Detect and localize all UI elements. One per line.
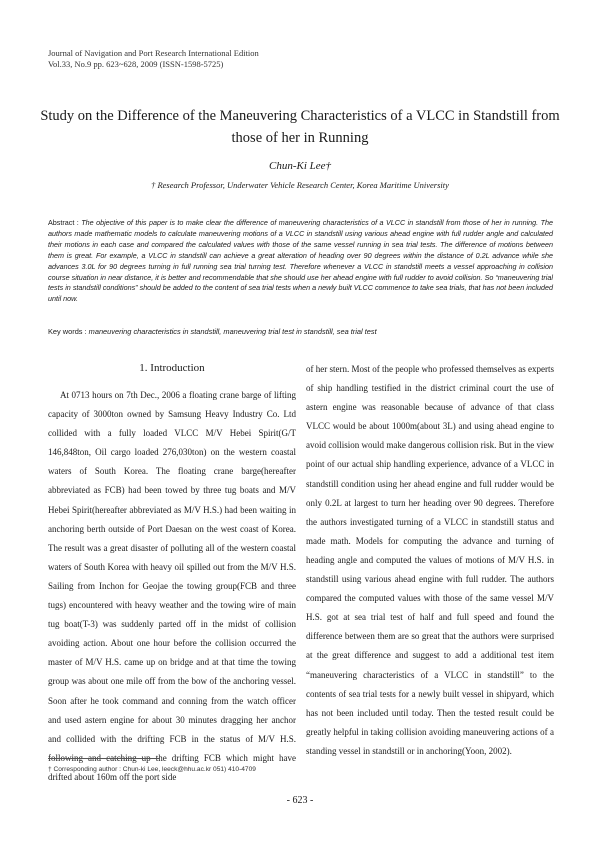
paper-title: Study on the Difference of the Maneuvering Characteristics of a VLCC in Standstill from those of her in Running <box>40 108 560 146</box>
corresponding-author-footnote: † Corresponding author : Chun-ki Lee, leeck@hhu.ac.kr 051) 410-4709 <box>48 766 256 773</box>
keywords-text: maneuvering characteristics in standstill, maneuvering trial test in standstill, sea trial test <box>86 327 377 336</box>
introduction-paragraph-right: of her stern. Most of the people who professed themselves as experts of ship handling testified in the district criminal court the use of astern engine was reasonable because of advance of that class VLCC would be about 1000m(about 3L) and using ahead engine to avoid collision would make dangerous collision risk. But in the view point of our actual ship handling experience, advance of a VLCC in standstill condition using her ahead engine and full rudder would be only 0.2L at largest to turn her heading over 90 degrees. Therefore the authors investigated turning of a VLCC in standstill status and made math. Models for computing the advance and turning of heading angle and computed the values of motions of M/V H.S. in standstill using various ahead engine with full rudder. The authors compared the computed values with those of the same vessel M/V H.S. got at sea trial test of half and full speed and found the difference between them are so great that the authors were surprised at the great difference and suggest to add a additional test item “maneuvering characteristics of a VLCC in standstill” to the contents of sea trial tests for a newly built vessel in shipyard, which has not been included until today. Then the tested result could be greatly helpful in taking collision avoiding maneuvering actions of a standing vessel in standstill or in anchoring(Yoon, 2002). <box>306 364 554 756</box>
abstract-text: The objective of this paper is to make clear the difference of maneuvering characteristics of a VLCC in standstill from those of her in running. The authors made mathematic models to calculate maneuvering motions of a VLCC in standstill using various ahead engine with full rudder angle and calculated their motions in each case and compared the calculated values with those of the same vessel running in sea trial tests. The difference of motions between them is great. For example, a VLCC in standstill can achieve a great alteration of heading over 90 degrees within the distance of 0.2L advance while she advances 3.0L for 90 degrees turning in full running sea trial turning test. Therefore whenever a VLCC in standstill meets a vessel approaching in collision course situation in near distance, it is better and recommendable that she should use her ahead engine with full rudder to avoid collision. So “maneuvering trial tests in standstill conditions” should be added to the content of sea trial tests when a newly built VLCC commence to take sea trials, that has not been included until now. <box>48 218 553 304</box>
right-column <box>306 360 554 761</box>
page-number: - 623 - <box>286 795 314 806</box>
section-heading-introduction: 1. Introduction <box>139 362 205 374</box>
keywords <box>48 327 553 336</box>
journal-volume: Vol.33, No.9 pp. 623~628, 2009 (ISSN-1598-5725) <box>48 59 224 69</box>
author-name: Chun-Ki Lee† <box>268 160 332 172</box>
left-column <box>48 360 296 787</box>
abstract <box>48 218 553 305</box>
journal-name: Journal of Navigation and Port Research International Edition <box>48 48 259 58</box>
keywords-label: Key words : <box>48 327 87 336</box>
introduction-paragraph-left: At 0713 hours on 7th Dec., 2006 a floating crane barge of lifting capacity of 3000ton owned by Samsung Heavy Industry Co. Ltd collided with a fully loaded VLCC M/V Hebei Spirit(G/T 146,848ton, Oil cargo loaded 276,030ton) on the western coastal waters of South Korea. The floating crane barge(hereafter abbreviated as FCB) had been towed by three tug boats and M/V Hebei Spirit(hereafter abbreviated as M/V H.S.) had been waiting in anchoring berth outside of Port Daesan on the west coast of Korea. The result was a great disaster of polluting all of the western coastal waters of South Korea with heavy oil spilled out from the M/V H.S. Sailing from Inchon for Geojae the towing group(FCB and three tugs) encountered with heavy weather and the towing wire of main tug boat(T-3) was suddenly parted off in the midst of collision avoiding action. About one hour before the collision occurred the master of M/V H.S. came up on bridge and at that time the towing group was about one mile off from the bow of the anchoring vessel. Soon after he took command and conning from the watch officer and used astern engine for about 30 minutes dragging her anchor and collided with the drifting FCB in the status of M/V H.S. following and catching up the drifting FCB which might have drifted about 160m off the port side <box>48 390 296 782</box>
footnote-divider <box>48 758 160 759</box>
author-affiliation: † Research Professor, Underwater Vehicle Research Center, Korea Maritime University <box>151 180 449 190</box>
journal-header <box>48 48 259 70</box>
abstract-label: Abstract : <box>48 218 79 227</box>
